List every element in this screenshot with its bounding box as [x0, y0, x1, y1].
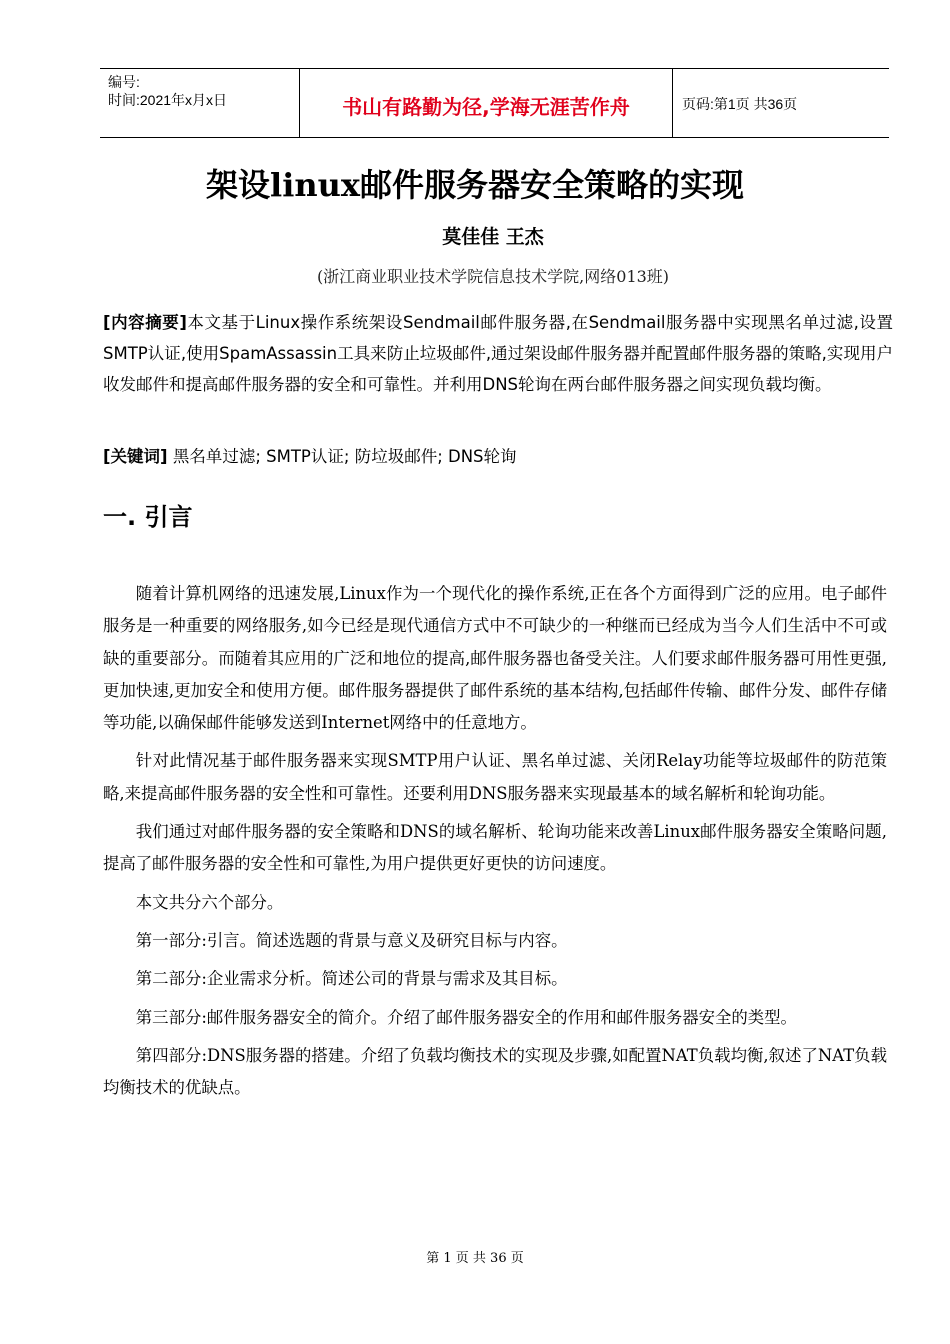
header-table: [100, 68, 889, 138]
abstract-text: 本文基于Linux操作系统架设Sendmail邮件服务器,在Sendmail服务器中实现黑名单过滤,设置SMTP认证,使用SpamAssassin工具来防止垃圾邮件,通过架设邮件服务器并配置邮件服务器的策略,实现用户收发邮件和提高邮件服务器的安全和可靠性。并利用DNS轮询在两台邮件服务器之间实现负载均衡。: [103, 313, 893, 394]
page-footer: 第 1 页 共 36 页: [426, 1251, 524, 1266]
time-label: 时间:2021年x月x日: [108, 92, 228, 108]
header-motto-cell: [300, 69, 673, 137]
body-text: [103, 578, 887, 1110]
paragraph: 针对此情况基于邮件服务器来实现SMTP用户认证、黑名单过滤、关闭Relay功能等垃圾邮件的防范策略,来提高邮件服务器的安全性和可靠性。还要利用DNS服务器来实现最基本的域名解析和轮询功能。: [103, 751, 887, 803]
page-info: 页码:第1页 共36页: [682, 96, 798, 112]
paragraph: 随着计算机网络的迅速发展,Linux作为一个现代化的操作系统,正在各个方面得到广泛的应用。电子邮件服务是一种重要的网络服务,如今已经是现代通信方式中不可缺少的一种继而已经成为当今人们生活中不可或缺的重要部分。而随着其应用的广泛和地位的提高,邮件服务器也备受关注。人们要求邮件服务器可用性更强,更加快速,更加安全和使用方便。邮件服务器提供了邮件系统的基本结构,包括邮件传输、邮件分发、邮件存储等功能,以确保邮件能够发送到Internet网络中的任意地方。: [103, 584, 887, 733]
header-left-cell: [100, 69, 300, 137]
number-label: 编号:: [108, 74, 140, 90]
abstract-label: [内容摘要]: [103, 313, 187, 332]
paragraph: 我们通过对邮件服务器的安全策略和DNS的域名解析、轮询功能来改善Linux邮件服务器安全策略问题,提高了邮件服务器的安全性和可靠性,为用户提供更好更快的访问速度。: [103, 822, 887, 874]
affiliation: (浙江商业职业技术学院信息技术学院,网络013班): [316, 267, 670, 286]
paragraph: 本文共分六个部分。: [135, 892, 284, 912]
abstract: [103, 307, 893, 400]
motto-text: 书山有路勤为径,学海无涯苦作舟: [342, 95, 630, 119]
document-title: 架设linux邮件服务器安全策略的实现: [206, 166, 744, 204]
paragraph: 第三部分:邮件服务器安全的简介。介绍了邮件服务器安全的作用和邮件服务器安全的类型。: [135, 1007, 797, 1027]
header-page-cell: [673, 69, 889, 137]
keywords-label: [关键词]: [103, 447, 168, 466]
paragraph: 第二部分:企业需求分析。简述公司的背景与需求及其目标。: [135, 969, 568, 989]
paragraph: 第一部分:引言。简述选题的背景与意义及研究目标与内容。: [135, 930, 568, 950]
keywords-text: 黑名单过滤; SMTP认证; 防垃圾邮件; DNS轮询: [172, 447, 517, 466]
section-heading: 一. 引言: [103, 503, 193, 531]
keywords: [103, 442, 893, 472]
authors: 莫佳佳 王杰: [442, 226, 544, 248]
paragraph: 第四部分:DNS服务器的搭建。介绍了负载均衡技术的实现及步骤,如配置NAT负载均衡,叙述了NAT负载均衡技术的优缺点。: [103, 1045, 887, 1098]
